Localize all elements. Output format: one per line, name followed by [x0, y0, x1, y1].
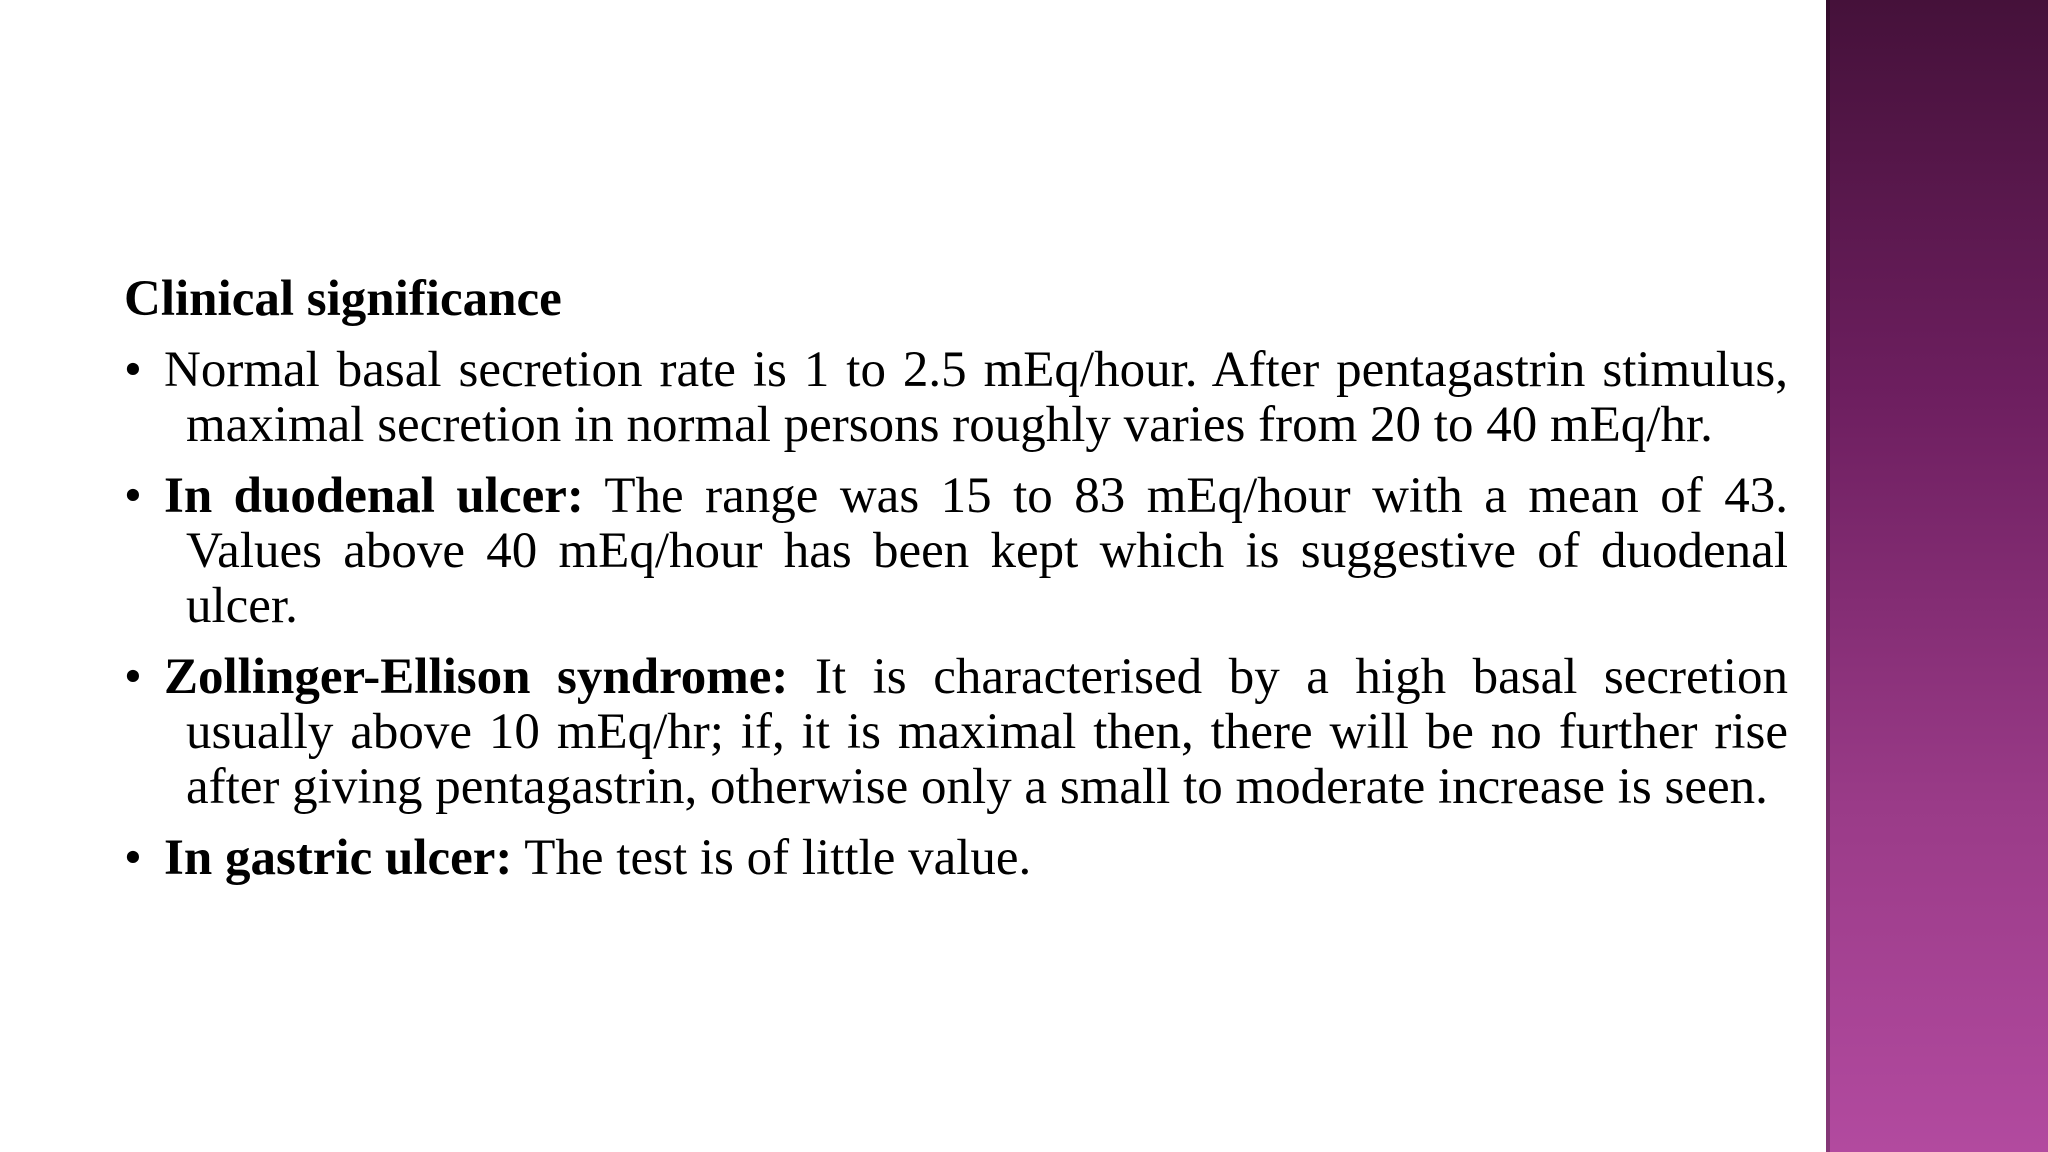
section-heading: Clinical significance	[124, 271, 562, 327]
bullet-duodenal-ulcer	[124, 469, 1788, 634]
bullet-normal-basal	[124, 343, 1788, 453]
side-band-edge	[1826, 0, 1830, 1152]
bullet-zollinger-ellison	[124, 650, 1788, 815]
bullet-text: Normal basal secretion rate is 1 to 2.5 mEq/hour. After pentagastrin stimulus, maximal secretion in normal persons roughly varies from 20 to 40 mEq/hr.	[164, 342, 1788, 453]
bullet-icon: •	[124, 649, 142, 705]
bullet-list	[124, 343, 1788, 886]
bullet-text: The range was 15 to 83 mEq/hour with a mean of 43. Values above 40 mEq/hour has been kept which is suggestive of duodenal ulcer.	[186, 468, 1788, 634]
bullet-lead: In gastric ulcer:	[164, 830, 513, 886]
bullet-lead: Zollinger-Ellison syndrome:	[164, 649, 789, 705]
bullet-icon: •	[124, 830, 142, 886]
bullet-text: It is characterised by a high basal secretion usually above 10 mEq/hr; if, it is maximal then, there will be no further rise after giving pentagastrin, otherwise only a small to moderate increase is seen.	[186, 649, 1788, 815]
bullet-lead: In duodenal ulcer:	[164, 468, 584, 524]
bullet-icon: •	[124, 468, 142, 524]
bullet-icon: •	[124, 342, 142, 398]
bullet-text: The test is of little value.	[512, 830, 1032, 886]
slide-content	[124, 272, 1788, 902]
decorative-side-band	[1826, 0, 2048, 1152]
bullet-gastric-ulcer	[124, 831, 1788, 886]
